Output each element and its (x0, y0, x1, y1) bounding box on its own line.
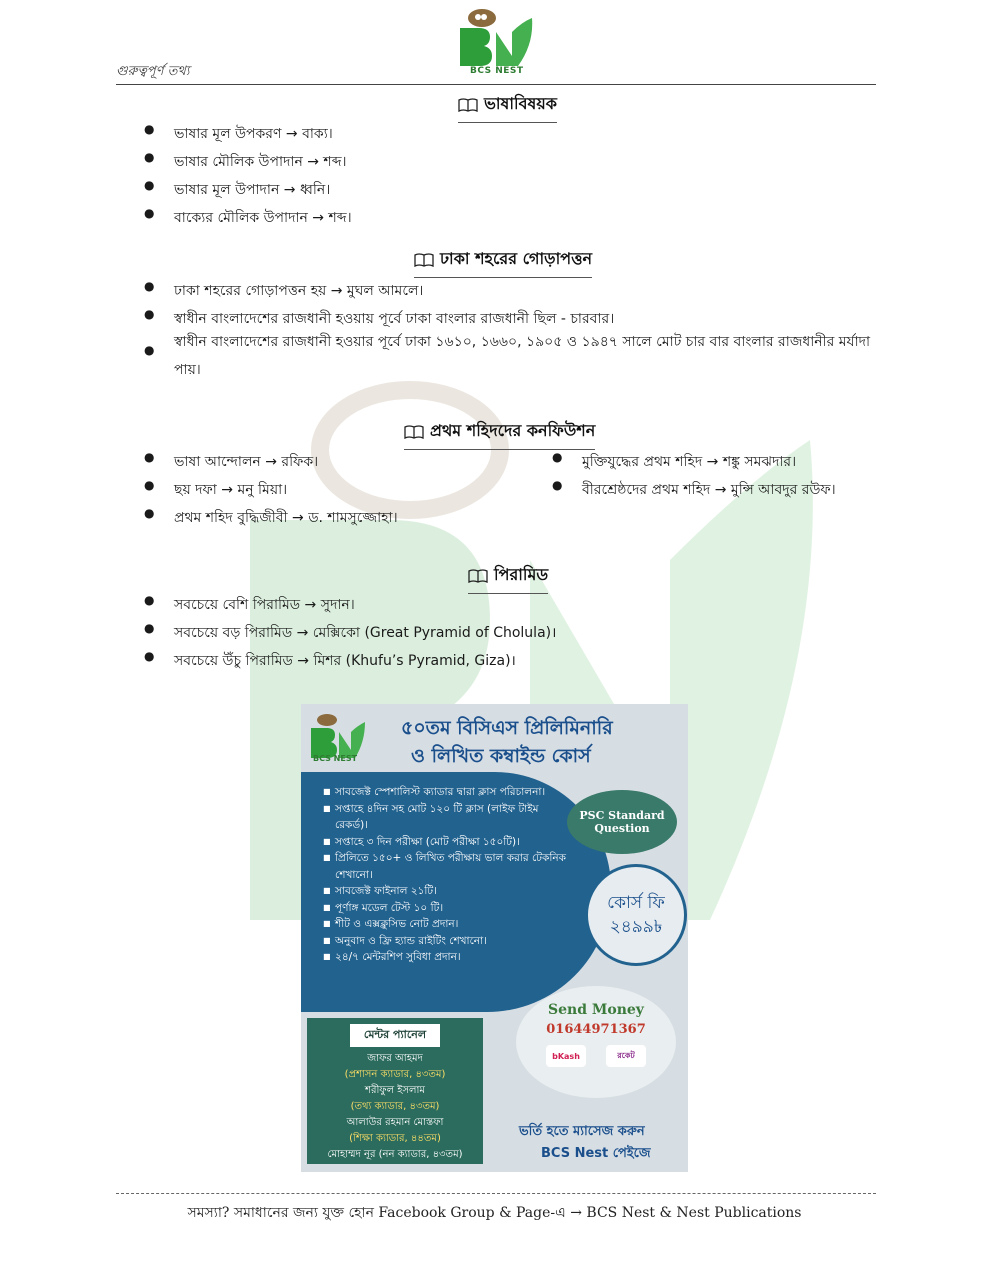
phone-number[interactable]: 01644971367 (546, 1022, 646, 1037)
mentor-name: শরীফুল ইসলাম (365, 1085, 425, 1096)
admission-line2: BCS Nest পেইজে (541, 1146, 651, 1161)
list-item: ● ভাষা আন্দোলন → রফিক। (144, 450, 319, 470)
bullet-icon: ● (552, 478, 563, 492)
feature-item: ■ শীট ও এক্সক্লুসিভ নোট প্রদান। (323, 916, 573, 933)
section-title-text: ঢাকা শহরের গোড়াপত্তন (440, 249, 593, 268)
mentor-heading: মেন্টর প্যানেল (350, 1024, 440, 1047)
bullet-icon: ● (144, 343, 155, 357)
list-item: ● ছয় দফা → মনু মিয়া। (144, 478, 288, 498)
feature-item: ■ সপ্তাহে ৩ দিন পরীক্ষা (মোট পরীক্ষা ১৫০টি)। (323, 834, 573, 851)
send-money-title: Send Money (548, 1002, 644, 1018)
mentor-name: জাফর আহমদ (367, 1053, 423, 1064)
bullet-icon: ● (144, 450, 155, 464)
fee-value: ২৪৯৯৳ (609, 917, 663, 937)
section-title-dhaka (414, 246, 592, 278)
header-note: গুরুত্বপূর্ণ তথ্য (116, 64, 190, 79)
bullet-icon: ● (144, 506, 155, 520)
section-title-text: প্রথম শহিদদের কনফিউশন (430, 421, 596, 440)
bullet-icon: ● (144, 621, 155, 635)
footer-text: সমস্যা? সমাধানের জন্য যুক্ত হোন Facebook Group & Page-এ → BCS Nest & Nest Publications (187, 1205, 802, 1221)
bullet-icon: ● (144, 178, 155, 192)
list-item: ● সবচেয়ে উঁচু পিরামিড → মিশর (Khufu’s Pyramid, Giza)। (144, 649, 516, 669)
section-title-text: ভাষাবিষয়ক (484, 94, 557, 113)
list-item: ● ভাষার মৌলিক উপাদান → শব্দ। (144, 150, 347, 170)
open-book-icon (468, 569, 488, 583)
payment-methods (516, 1045, 676, 1067)
list-item: ● স্বাধীন বাংলাদেশের রাজধানী হওয়ায় পূর্বে ঢাকা বাংলার রাজধানী ছিল - চারবার। (144, 307, 615, 327)
open-book-icon (404, 425, 424, 439)
feature-item: ■ সাবজেক্ট স্পেশালিস্ট ক্যাডার দ্বারা ক্লাস পরিচালনা। (323, 784, 573, 801)
features-list (323, 784, 573, 966)
feature-item: ■ সপ্তাহে ৪দিন সহ মোট ১২০ টি ক্লাস (লাইফ টাইম রেকর্ড)। (323, 801, 573, 834)
bkash-logo: bKash (546, 1045, 586, 1067)
header-rule (116, 84, 876, 85)
admission-line1: ভর্তি হতে ম্যাসেজ করুন (519, 1124, 645, 1139)
poster-logo-caption: BCS NEST (313, 754, 358, 763)
mentor-cadre: (প্রশাসন ক্যাডার, ৪৩তম) (344, 1069, 446, 1080)
list-item: ● সবচেয়ে বেশি পিরামিড → সুদান। (144, 593, 355, 613)
section-title-language (458, 91, 557, 123)
mentor-cadre: (শিক্ষা ক্যাডার, ৪৪তম) (349, 1133, 441, 1144)
list-item: ● মুক্তিযুদ্ধের প্রথম শহিদ → শঙ্কু সমঝদার। (552, 450, 797, 470)
section-title-pyramid (468, 562, 548, 594)
course-poster[interactable] (301, 704, 688, 1172)
feature-item: ■ সাবজেক্ট ফাইনাল ২১টি। (323, 883, 573, 900)
feature-item: ■ অনুবাদ ও ফ্রি হ্যান্ড রাইটিং শেখানো। (323, 933, 573, 950)
feature-item: ■ ২৪/৭ মেন্টরশিপ সুবিধা প্রদান। (323, 949, 573, 966)
open-book-icon (414, 253, 434, 267)
bullet-icon: ● (144, 649, 155, 663)
psc-line1: PSC Standard (579, 809, 665, 822)
bullet-icon: ● (552, 450, 563, 464)
bullet-icon: ● (144, 122, 155, 136)
list-item: ● ভাষার মূল উপকরণ → বাক্য। (144, 122, 333, 142)
poster-title-line2: ও লিখিত কম্বাইন্ড কোর্স (411, 745, 591, 767)
feature-item: ■ পূর্ণাঙ্গ মডেল টেস্ট ১০ টি। (323, 900, 573, 917)
footer-rule (116, 1193, 876, 1194)
bullet-icon: ● (144, 307, 155, 321)
list-item: ● প্রথম শহিদ বুদ্ধিজীবী → ড. শামসুজ্জোহা। (144, 506, 398, 526)
bullet-icon: ● (144, 150, 155, 164)
list-item: ● বাক্যের মৌলিক উপাদান → শব্দ। (144, 206, 352, 226)
send-money-panel (516, 986, 676, 1098)
section-title-martyrs (404, 418, 595, 450)
list-item: ● সবচেয়ে বড় পিরামিড → মেক্সিকো (Great Pyramid of Cholula)। (144, 621, 557, 641)
list-item: ● ভাষার মূল উপাদান → ধ্বনি। (144, 178, 331, 198)
mentor-cadre: (তথ্য ক্যাডার, ৪৩তম) (350, 1101, 440, 1112)
bullet-icon: ● (144, 478, 155, 492)
list-item: ● স্বাধীন বাংলাদেশের রাজধানী হওয়ার পূর্বে ঢাকা ১৬১০, ১৬৬০, ১৯০৫ ও ১৯৪৭ সালে মোট চার বার বাংলার রাজধানীর মর্যাদা পায়। (144, 334, 871, 378)
logo-caption: BCS NEST (470, 66, 524, 76)
psc-badge (567, 790, 677, 854)
open-book-icon (458, 98, 478, 112)
mentor-name: আলাউর রহমান মোস্তফা (346, 1117, 444, 1128)
mentor-panel (307, 1018, 483, 1164)
bullet-icon: ● (144, 593, 155, 607)
psc-line2: Question (594, 822, 650, 835)
feature-item: ■ প্রিলিতে ১৫০+ ও লিখিত পরীক্ষায় ভাল করার টেকনিক শেখানো। (323, 850, 573, 883)
poster-title-line1: ৫০তম বিসিএস প্রিলিমিনারি (401, 717, 613, 739)
fee-label: কোর্স ফি (607, 893, 665, 913)
bullet-icon: ● (144, 279, 155, 293)
section-title-text: পিরামিড (494, 565, 549, 584)
list-item: ● ঢাকা শহরের গোড়াপত্তন হয় → মুঘল আমলে। (144, 279, 424, 299)
rocket-logo: রকেট (606, 1045, 646, 1067)
course-fee-badge (585, 864, 687, 966)
mentor-name: মোহাম্মদ নূর (নন ক্যাডার, ৪৩তম) (327, 1149, 463, 1160)
bullet-icon: ● (144, 206, 155, 220)
list-item: ● বীরশ্রেষ্ঠদের প্রথম শহিদ → মুন্সি আবদুর রউফ। (552, 478, 836, 498)
